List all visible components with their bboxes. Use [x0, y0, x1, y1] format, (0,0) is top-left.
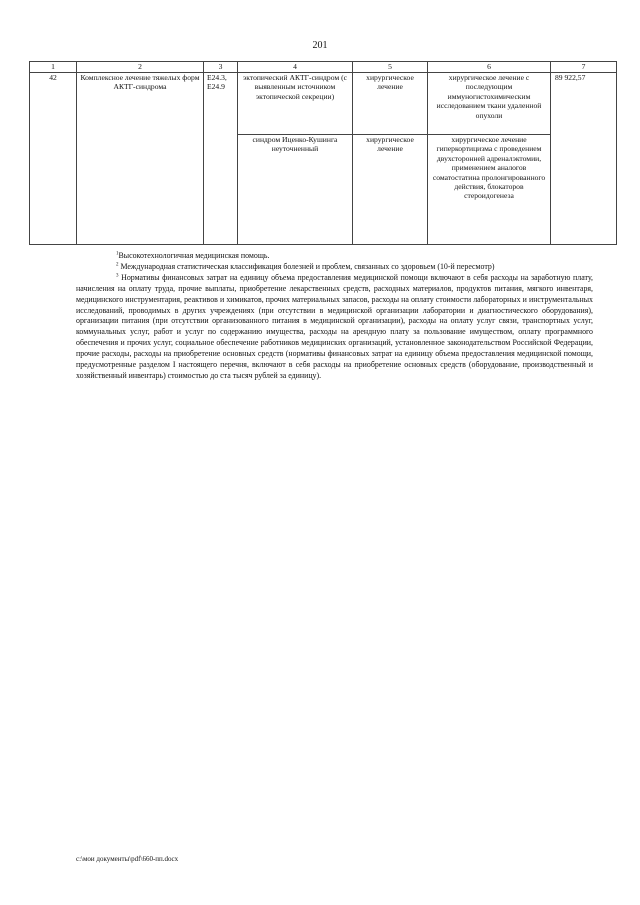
treatment-kind-cell: хирургическое лечение: [353, 73, 428, 135]
column-number: 3: [204, 62, 238, 73]
footnote-text: Международная статистическая классификация болезней и проблем, связанных со здоровьем (10-й пересмотр): [120, 261, 495, 271]
treatment-kind-cell: хирургическое лечение: [353, 135, 428, 245]
treatment-method-cell: хирургическое лечение гиперкортицизма с проведением двухсторонней адреналэктомии, применением аналогов соматостатина пролонгированного действия, блокаторов стероидогенеза: [428, 135, 551, 245]
care-type-cell: Комплексное лечение тяжелых форм АКТГ-синдрома: [77, 73, 204, 245]
footnote: [76, 262, 593, 273]
icd-codes-cell: E24.3, E24.9: [204, 73, 238, 245]
footnote-text: Высокотехнологичная медицинская помощь.: [118, 251, 270, 260]
page-number: 201: [312, 40, 328, 51]
file-path: c:\мои документы\pdf\660-пп.docx: [76, 855, 179, 863]
column-number: 5: [353, 62, 428, 73]
footnote-mark: 1: [116, 251, 119, 257]
footnote-mark: 3: [116, 273, 119, 279]
footnote-text: Нормативы финансовых затрат на единицу объема предоставления медицинской помощи включают в себя расходы на заработную плату, начисления на оплату труда, прочие выплаты, приобретение лекарственных средств, расходных материалов, продуктов питания, мягкого инвентаря, медицинского инструментария, реактивов и химикатов, прочих материальных запасов, расходы на оплату стоимости лабораторных и инструментальных исследований, проводимых в других учреждениях (при отсутствии в медицинской организации лаборатории и диагностического оборудования), организации питания (при отсутствии организованного питания в медицинской организации), расходы на оплату услуг связи, транспортных услуг, коммунальных услуг, работ и услуг по содержанию имущества, расходы на арендную плату за пользование имуществом, оплату программного обеспечения и прочих услуг, социальное обеспечение работников медицинских организаций, установленное законодательством Российской Федерации, прочие расходы, расходы на приобретение основных средств (нормативы финансовых затрат на единицу объема предоставления медицинской помощи, предусмотренные разделом I настоящего перечня, включают в себя расходы на приобретение основных средств (оборудование, производственный и хозяйственный инвентарь) стоимостью до ста тысяч рублей за единицу).: [76, 272, 593, 380]
table-row: [30, 73, 617, 135]
patient-model-cell: эктопический АКТГ-синдром (с выявленным источником эктопической секреции): [238, 73, 353, 135]
column-number: 2: [77, 62, 204, 73]
column-number: 1: [30, 62, 77, 73]
column-number: 7: [551, 62, 617, 73]
column-number: 4: [238, 62, 353, 73]
column-number-row: [30, 62, 617, 73]
footnote: [76, 273, 593, 382]
footnote-mark: 2: [116, 262, 119, 268]
footnotes: [76, 251, 593, 382]
treatment-method-cell: хирургическое лечение с последующим иммуногистохимическим исследованием ткани удаленной опухоли: [428, 73, 551, 135]
row-number-cell: 42: [30, 73, 77, 245]
column-number: 6: [428, 62, 551, 73]
medical-care-table: [29, 61, 617, 245]
patient-model-cell: синдром Иценко-Кушинга неуточненный: [238, 135, 353, 245]
footnote: [76, 251, 593, 262]
cost-norm-cell: 89 922,57: [551, 73, 617, 245]
